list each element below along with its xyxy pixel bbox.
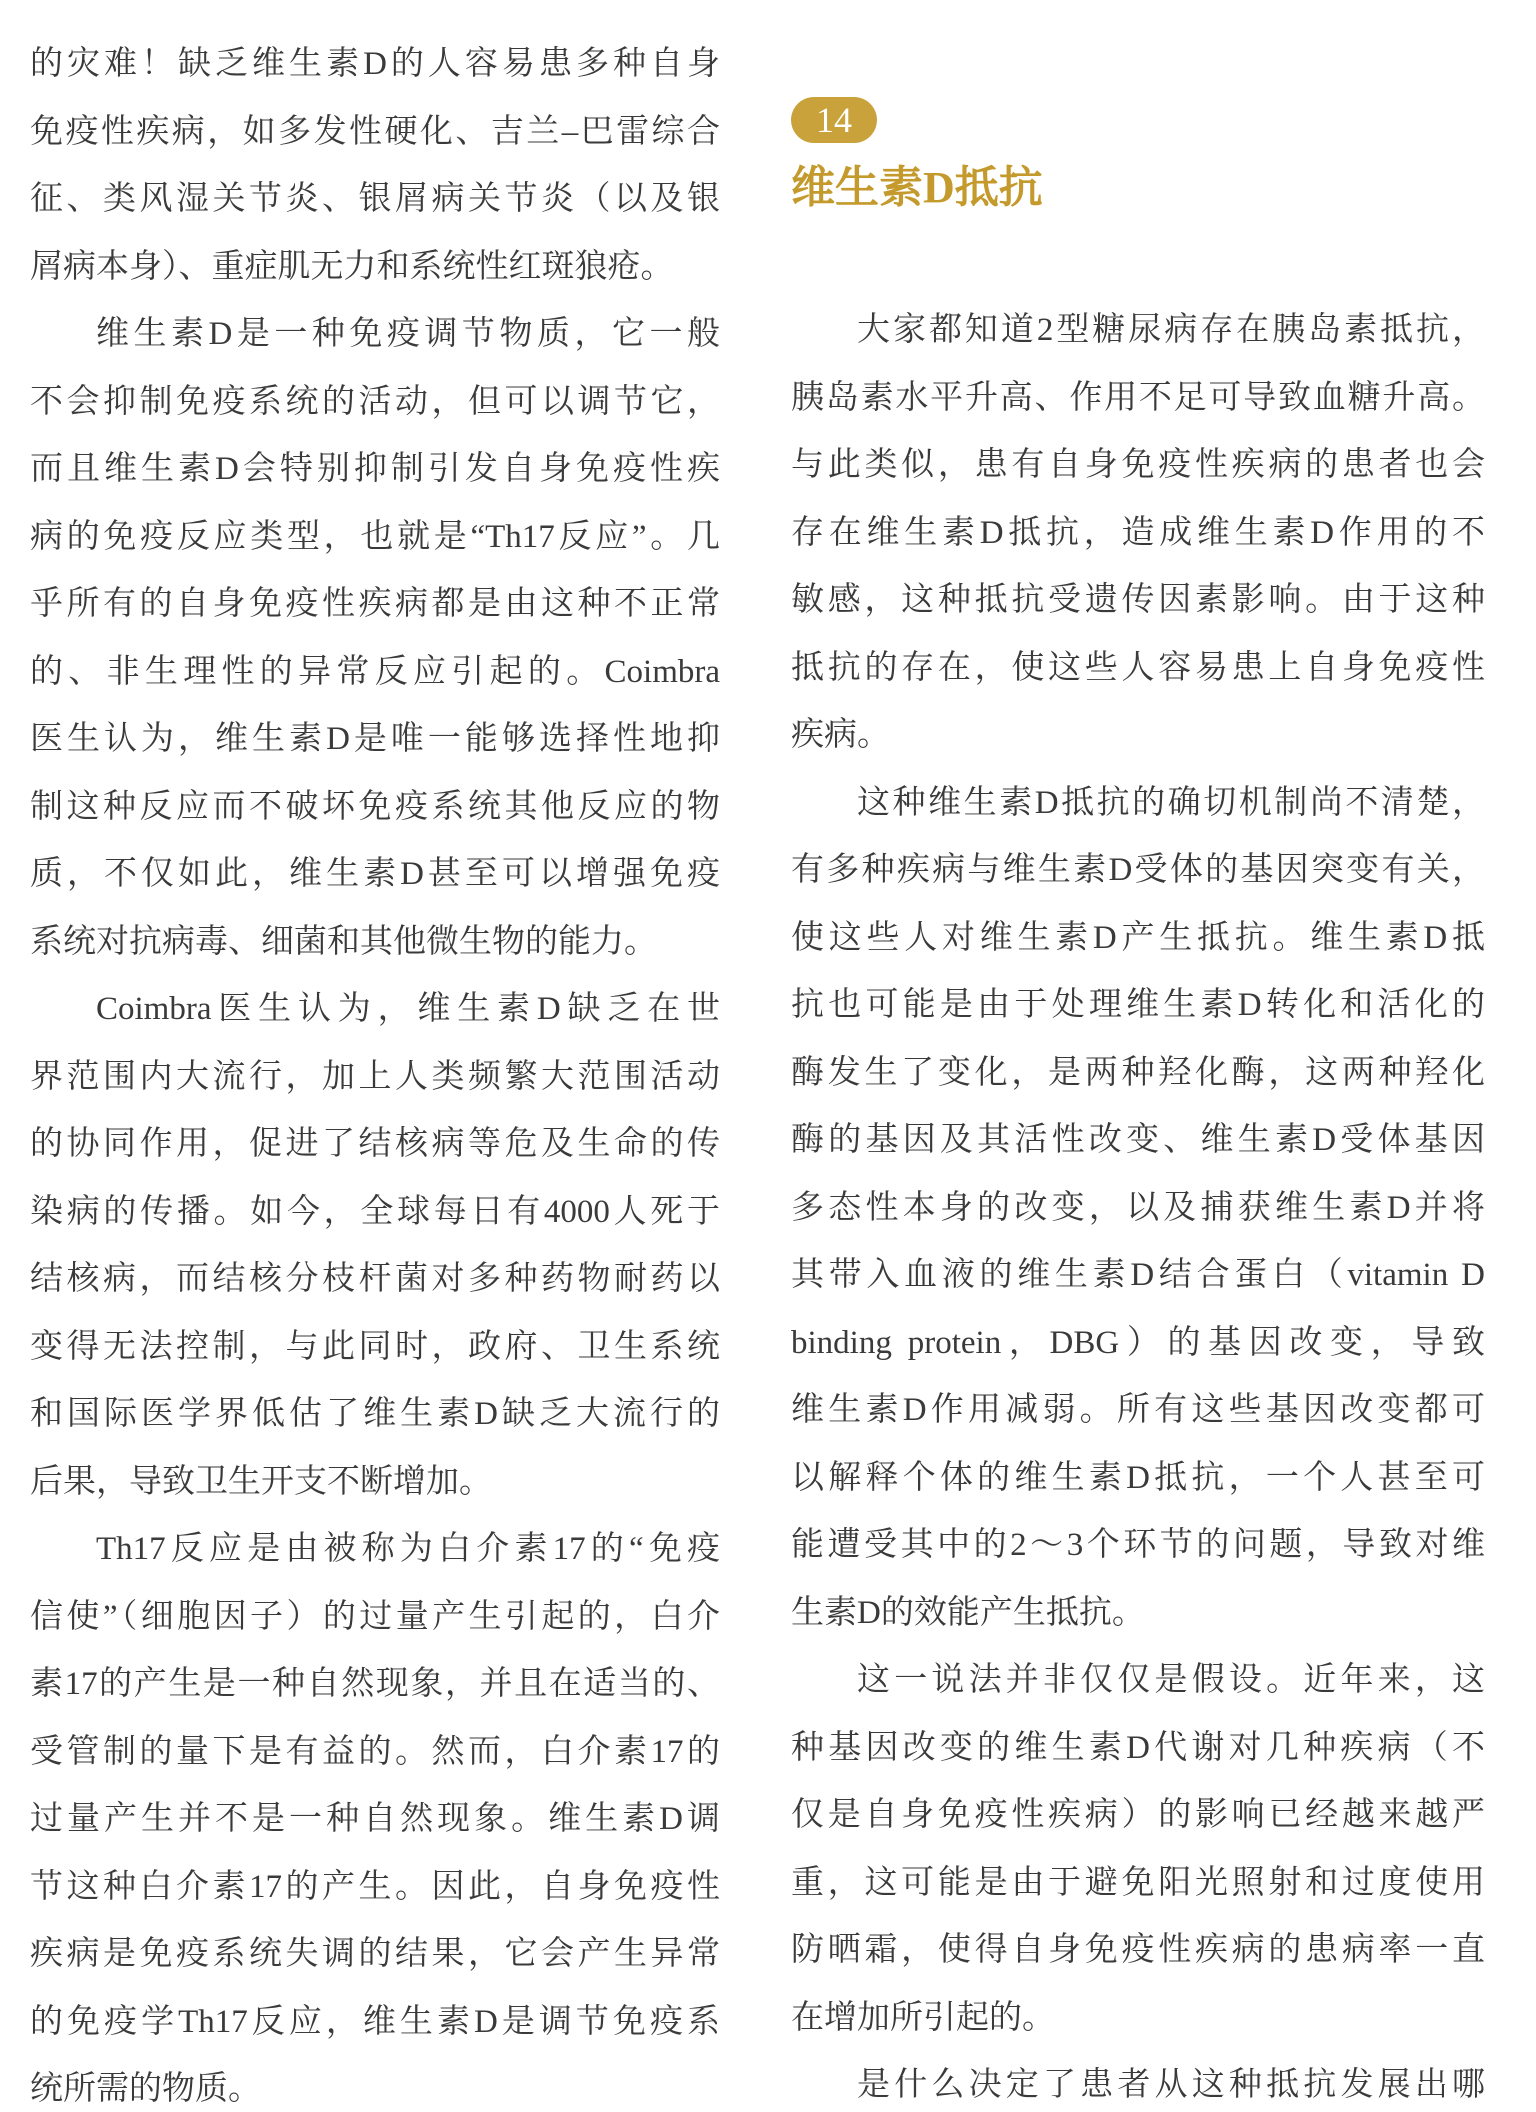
paragraph (791, 311, 1485, 754)
text-line: 这一说法并非仅仅是假设。近年来，这 (857, 1662, 1485, 1698)
text-line: 染病的传播。如今，全球每日有4000人死于 (30, 1193, 720, 1230)
text-line: 抗也可能是由于处理维生素D转化和活化的 (791, 987, 1485, 1023)
text-line: 以解释个体的维生素D抵抗，一个人甚至可 (791, 1459, 1485, 1496)
text-line: 系统对抗病毒、细菌和其他微生物的能力。 (30, 923, 657, 960)
text-line: 疾病是免疫系统失调的结果，它会产生异常 (30, 1936, 720, 1972)
text-line: 屑病本身）、重症肌无力和系统性红斑狼疮。 (30, 248, 674, 285)
text-line: 的灾难！缺乏维生素D的人容易患多种自身 (30, 46, 720, 82)
text-line: 多态性本身的改变，以及捕获维生素D并将 (791, 1189, 1485, 1226)
text-line: 后果，导致卫生开支不断增加。 (30, 1463, 492, 1500)
paragraph (791, 784, 1485, 1632)
text-line: 征、类风湿关节炎、银屑病关节炎（以及银 (30, 181, 720, 217)
section-number-badge: 14 (791, 97, 877, 143)
paragraph (30, 45, 720, 286)
text-line: 与此类似，患有自身免疫性疾病的患者也会 (791, 447, 1485, 483)
text-line: 界范围内大流行，加上人类频繁大范围活动 (30, 1058, 720, 1095)
text-line: 大家都知道2型糖尿病存在胰岛素抵抗， (857, 312, 1485, 348)
text-line: 变得无法控制，与此同时，政府、卫生系统 (30, 1328, 720, 1365)
text-line: 节这种白介素17的产生。因此，自身免疫性 (30, 1868, 720, 1905)
text-line: 质，不仅如此，维生素D甚至可以增强免疫 (30, 856, 720, 892)
text-line: 信使”（细胞因子）的过量产生引起的，白介 (30, 1598, 720, 1635)
paragraph (791, 1661, 1485, 2037)
text-line: 病的免疫反应类型，也就是“Th17反应”。几 (30, 518, 720, 555)
text-line: 疾病。 (791, 717, 890, 753)
text-line: 酶的基因及其活性改变、维生素D受体基因 (791, 1122, 1485, 1158)
text-line: 不会抑制免疫系统的活动，但可以调节它， (30, 383, 720, 420)
text-line: 生素D的效能产生抵抗。 (791, 1594, 1145, 1631)
text-line: 是什么决定了患者从这种抵抗发展出哪 (857, 2067, 1485, 2103)
text-line: 防晒霜，使得自身免疫性疾病的患病率一直 (791, 1932, 1485, 1968)
text-line: 能遭受其中的2～3个环节的问题，导致对维 (791, 1527, 1485, 1563)
text-line: 其带入血液的维生素D结合蛋白（vitamin D (791, 1257, 1485, 1293)
text-line: 和国际医学界低估了维生素D缺乏大流行的 (30, 1396, 720, 1432)
paragraph (30, 990, 720, 1501)
text-line: 的协同作用，促进了结核病等危及生命的传 (30, 1126, 720, 1162)
paragraph (30, 1530, 720, 2108)
text-line: 结核病，而结核分枝杆菌对多种药物耐药以 (30, 1261, 720, 1297)
text-line: Coimbra医生认为，维生素D缺乏在世 (96, 991, 720, 1027)
paragraph (30, 315, 720, 961)
text-line: 维生素D是一种免疫调节物质，它一般 (96, 316, 720, 352)
text-line: 维生素D作用减弱。所有这些基因改变都可 (791, 1392, 1485, 1428)
text-line: 这种维生素D抵抗的确切机制尚不清楚， (857, 784, 1485, 821)
text-line: 过量产生并不是一种自然现象。维生素D调 (30, 1801, 720, 1837)
text-line: 敏感，这种抵抗受遗传因素影响。由于这种 (791, 582, 1485, 618)
text-line: 重，这可能是由于避免阳光照射和过度使用 (791, 1864, 1485, 1901)
text-line: 的、非生理性的异常反应引起的。Coimbra (30, 653, 720, 690)
text-line: 制这种反应而不破坏免疫系统其他反应的物 (30, 788, 720, 825)
text-line: 统所需的物质。 (30, 2071, 261, 2107)
text-line: 免疫性疾病，如多发性硬化、吉兰–巴雷综合 (30, 113, 720, 150)
text-line: 胰岛素水平升高、作用不足可导致血糖升高。 (791, 379, 1485, 416)
text-line: 而且维生素D会特别抑制引发自身免疫性疾 (30, 451, 720, 487)
paragraph (791, 2066, 1485, 2104)
text-line: Th17反应是由被称为白介素17的“免疫 (96, 1531, 720, 1567)
text-line: binding protein，DBG）的基因改变，导致 (791, 1324, 1485, 1361)
text-line: 种基因改变的维生素D代谢对几种疾病（不 (791, 1729, 1485, 1766)
text-line: 使这些人对维生素D产生抵抗。维生素D抵 (791, 919, 1485, 956)
text-line: 受管制的量下是有益的。然而，白介素17的 (30, 1733, 720, 1770)
text-line: 仅是自身免疫性疾病）的影响已经越来越严 (791, 1797, 1485, 1833)
text-line: 酶发生了变化，是两种羟化酶，这两种羟化 (791, 1054, 1485, 1091)
text-line: 医生认为，维生素D是唯一能够选择性地抑 (30, 721, 720, 757)
text-line: 抵抗的存在，使这些人容易患上自身免疫性 (791, 649, 1485, 686)
text-line: 在增加所引起的。 (791, 1999, 1055, 2036)
text-line: 乎所有的自身免疫性疾病都是由这种不正常 (30, 586, 720, 622)
left-column (30, 45, 720, 2108)
right-column (791, 311, 1485, 2104)
text-line: 的免疫学Th17反应，维生素D是调节免疫系 (30, 2003, 720, 2040)
section-title: 维生素D抵抗 (791, 163, 1043, 212)
text-line: 有多种疾病与维生素D受体的基因突变有关， (791, 852, 1485, 888)
text-line: 存在维生素D抵抗，造成维生素D作用的不 (791, 514, 1485, 551)
text-line: 素17的产生是一种自然现象，并且在适当的、 (30, 1666, 720, 1702)
